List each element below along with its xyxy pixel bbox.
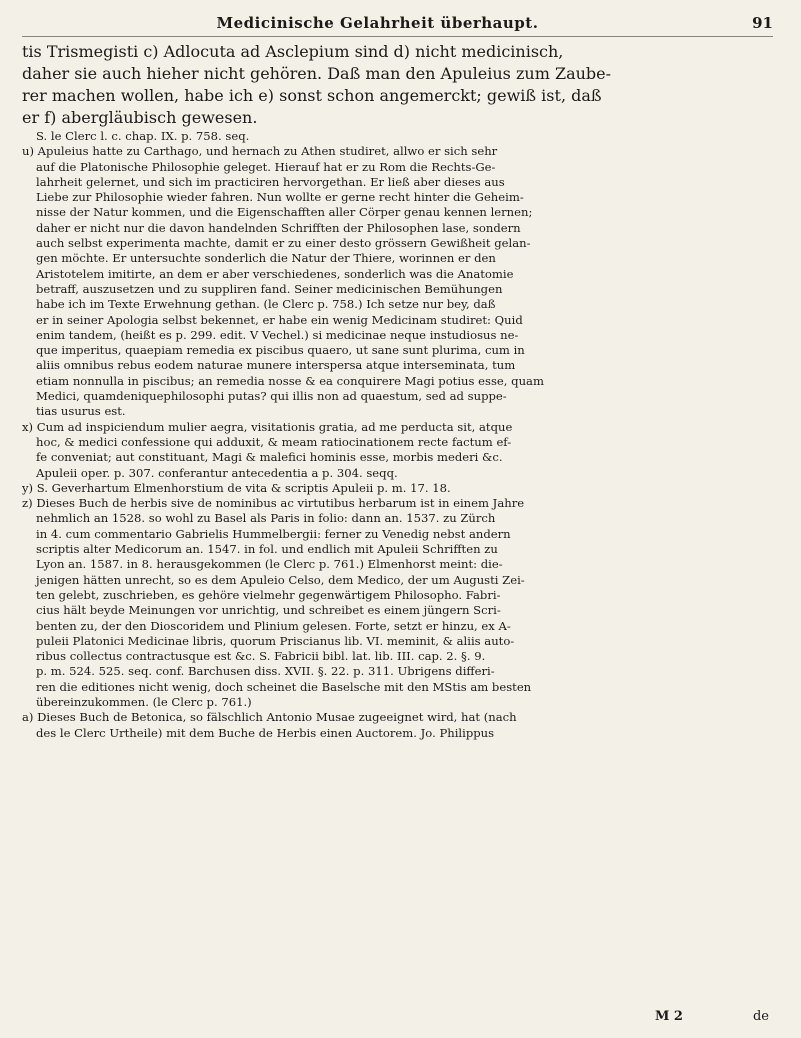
footnote-line: puleii Platonici Medicinae libris, quorum Priscianus lib. VI. meminit, & aliis auto- <box>36 633 515 648</box>
footnote-line: y) S. Geverhartum Elmenhorstium de vita & scriptis Apuleii p. m. 17. 18. <box>22 480 451 495</box>
footnote-line: enim tandem, (heißt es p. 299. edit. V Vechel.) si medicinae neque instudiosus ne- <box>36 327 519 342</box>
text-line: rer machen wollen, habe ich e) sonst schon angemerckt; gewiß ist, daß <box>22 86 602 105</box>
footnote-line: jenigen hätten unrecht, so es dem Apuleio Celso, dem Medico, der um Augusti Zei- <box>36 572 525 587</box>
footnote-line: lahrheit gelernet, und sich im practiciren hervorgethan. Er ließ aber dieses aus <box>36 174 505 189</box>
text-line: daher sie auch hieher nicht gehören. Daß man den Apuleius zum Zaube- <box>22 64 612 83</box>
signature-mark: M 2 <box>655 1009 683 1024</box>
footnote-line: p. m. 524. 525. seq. conf. Barchusen diss. XVII. §. 22. p. 311. Ubrigens differi- <box>36 664 495 679</box>
footnote-line: daher er nicht nur die davon handelnden Schrifften der Philosophen lase, sondern <box>36 220 521 235</box>
footnote-line: nehmlich an 1528. so wohl zu Basel als Paris in folio: dann an. 1537. zu Zürch <box>36 511 496 526</box>
footnote-line: cius hält beyde Meinungen vor unrichtig, und schreibet es einem jüngern Scri- <box>36 603 501 618</box>
page-header <box>22 12 773 37</box>
footnote-line: a) Dieses Buch de Betonica, so fälschlich Antonio Musae zugeeignet wird, hat (nach <box>22 710 517 725</box>
footnote-line: fe conveniat; aut constituant, Magi & malefici hominis esse, morbis mederi &c. <box>36 450 503 465</box>
footnote-line: S. le Clerc l. c. chap. IX. p. 758. seq. <box>36 129 250 143</box>
footnote-line: gen möchte. Er untersuchte sonderlich die Natur der Thiere, worinnen er den <box>36 251 496 266</box>
footnote-line: tias usurus est. <box>36 404 126 419</box>
footnote-line: z) Dieses Buch de herbis sive de nominibus ac virtutibus herbarum ist in einem Jahre <box>22 496 525 511</box>
footnote-line: er in seiner Apologia selbst bekennet, er habe ein wenig Medicinam studiret: Quid <box>36 312 523 327</box>
text-line: tis Trismegisti c) Adlocuta ad Asclepium sind d) nicht medicinisch, <box>22 42 564 61</box>
footnote-line: nisse der Natur kommen, und die Eigenschafften aller Cörper genau kennen lernen; <box>36 205 533 220</box>
footnote-line: Medici, quamdeniquephilosophi putas? qui illis non ad quaestum, sed ad suppe- <box>36 389 507 404</box>
footnote-line: auch selbst experimenta machte, damit er zu einer desto grössern Gewißheit gelan- <box>36 236 531 251</box>
footnote-line: in 4. cum commentario Gabrielis Hummelbergii: ferner zu Venedig nebst andern <box>36 526 511 541</box>
footnote-line: etiam nonnulla in piscibus; an remedia nosse & ea conquirere Magi potius esse, quam <box>36 373 544 388</box>
footnote-line: betraff, auszusetzen und zu suppliren fand. Seiner medicinischen Bemühungen <box>36 281 503 296</box>
footnote-line: ribus collectus contractusque est &c. S. Fabricii bibl. lat. lib. III. cap. 2. §. 9. <box>36 649 486 664</box>
footnote-line: auf die Platonische Philosophie geleget. Hierauf hat er zu Rom die Rechts-Ge- <box>36 159 496 174</box>
footnote-line: Aristotelem imitirte, an dem er aber verschiedenes, sonderlich was die Anatomie <box>36 266 514 281</box>
footnote-line: Liebe zur Philosophie wieder fahren. Nun wollte er gerne recht hinter die Geheim- <box>36 190 524 205</box>
footnote-line: ten gelebt, zuschrieben, es gehöre vielmehr gegenwärtigem Philosopho. Fabri- <box>36 587 501 602</box>
footnote-line: Apuleii oper. p. 307. conferantur antecedentia a p. 304. seqq. <box>36 465 398 480</box>
footnote-line: des le Clerc Urtheile) mit dem Buche de Herbis einen Auctorem. Jo. Philippus <box>36 725 495 740</box>
page-footer <box>655 1009 769 1024</box>
page-number: 91 <box>752 14 773 32</box>
footnote-line: que imperitus, quaepiam remedia ex piscibus quaero, ut sane sunt plurima, cum in <box>36 343 525 358</box>
footnote-line: u) Apuleius hatte zu Carthago, und hernach zu Athen studiret, allwo er sich sehr <box>22 144 498 159</box>
text-line: er f) abergläubisch gewesen. <box>22 108 258 127</box>
running-head: Medicinische Gelahrheit überhaupt. <box>216 14 539 32</box>
footnote-line: benten zu, der den Dioscoridem und Plinium gelesen. Forte, setzt er hinzu, ex A- <box>36 618 511 633</box>
catchword: de <box>752 1009 769 1024</box>
footnote-line: ren die editiones nicht wenig, doch scheinet die Baselsche mit den MStis am besten <box>36 679 532 694</box>
footnote-line: Lyon an. 1587. in 8. herausgekommen (le Clerc p. 761.) Elmenhorst meint: die- <box>36 557 503 572</box>
footnote-line: scriptis alter Medicorum an. 1547. in fol. und endlich mit Apuleii Schrifften zu <box>36 542 498 557</box>
footnote-line: habe ich im Texte Erwehnung gethan. (le Clerc p. 758.) Ich setze nur bey, daß <box>36 297 496 312</box>
footnote-line: übereinzukommen. (le Clerc p. 761.) <box>36 694 252 709</box>
main-text <box>22 41 773 129</box>
footnote-line: aliis omnibus rebus eodem naturae munere interspersa atque interseminata, tum <box>36 358 516 373</box>
footnotes <box>22 129 773 741</box>
footnote-line: hoc, & medici confessione qui adduxit, & meam ratiocinationem recte factum ef- <box>36 434 512 449</box>
footnote-line: x) Cum ad inspiciendum mulier aegra, visitationis gratia, ad me perducta sit, atque <box>22 419 513 434</box>
